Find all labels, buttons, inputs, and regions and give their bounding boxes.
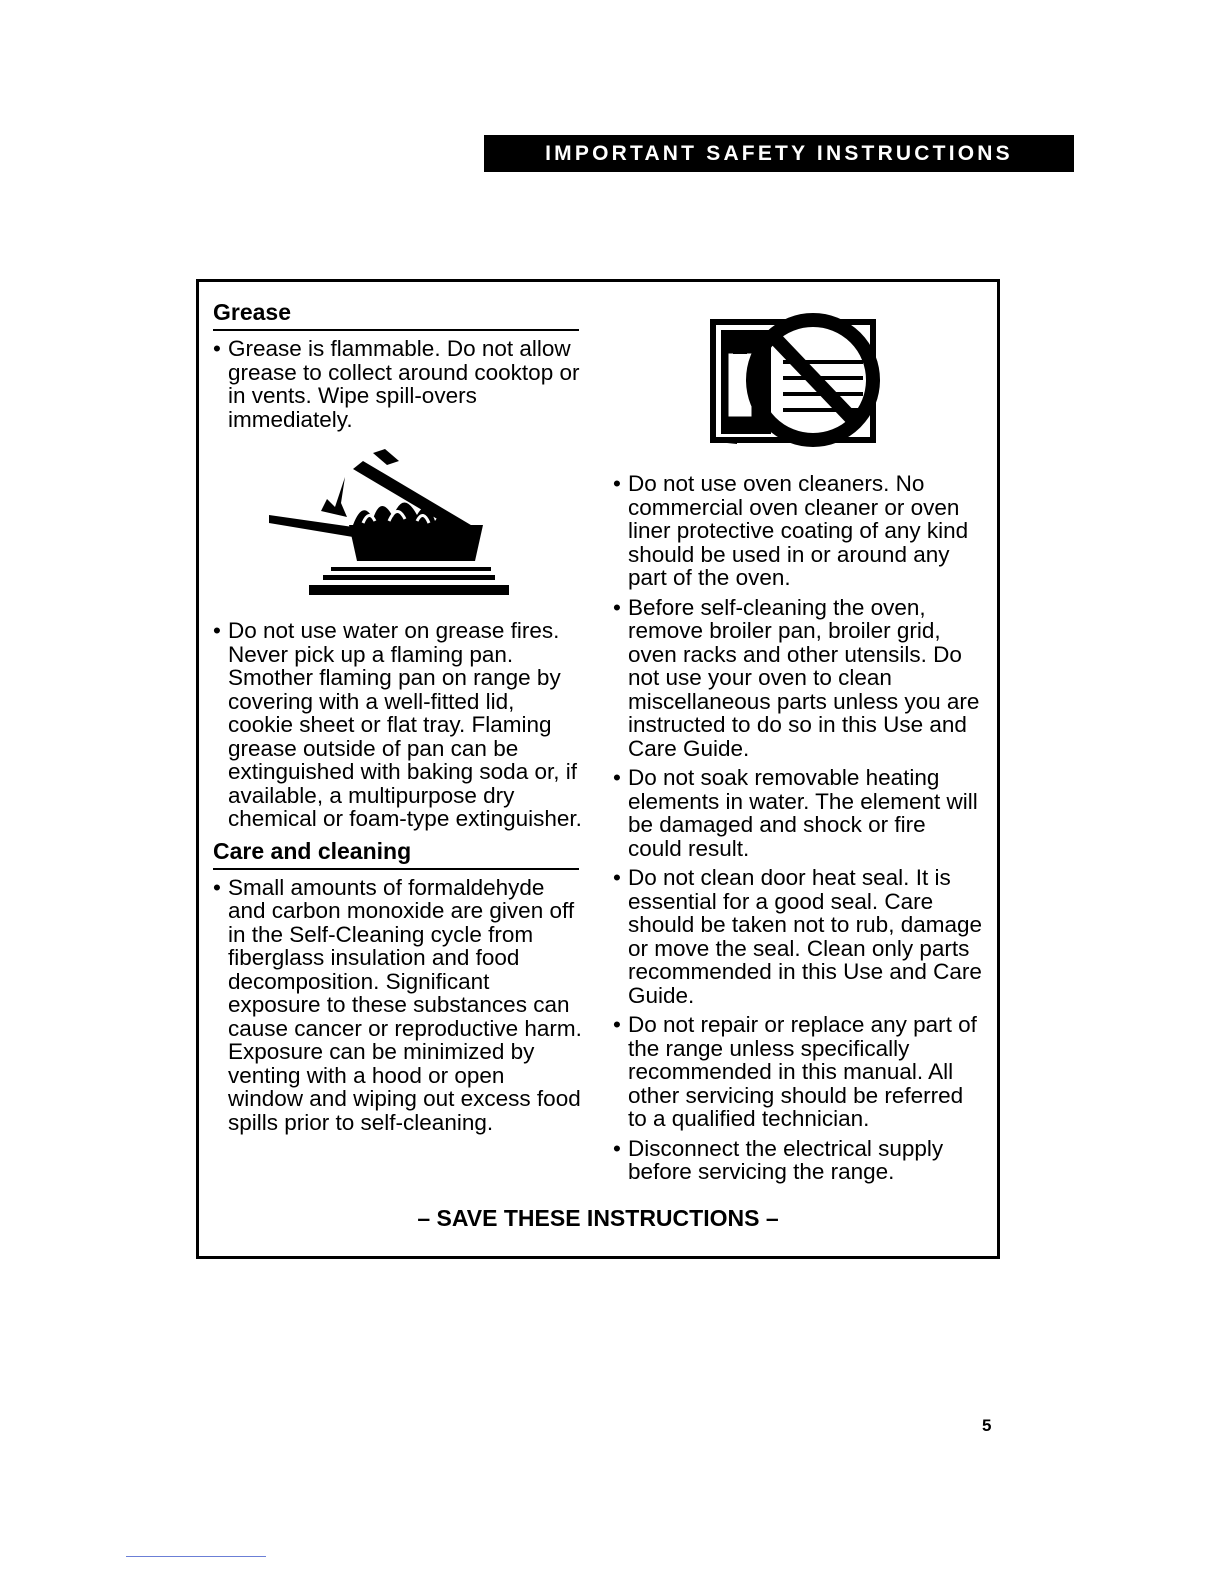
bullet: •	[213, 618, 221, 643]
section-header: IMPORTANT SAFETY INSTRUCTIONS	[484, 135, 1074, 172]
no-oven-cleaner-icon	[613, 292, 983, 462]
page-number: 5	[982, 1416, 992, 1435]
right-column	[613, 298, 983, 1190]
bullet: •	[613, 865, 621, 890]
bullet: •	[213, 336, 221, 361]
bullet: •	[613, 471, 621, 496]
care-heading: Care and cleaning	[213, 837, 579, 870]
oven-item-1: • Do not use oven cleaners. No commercial oven cleaner or oven liner protective coating of any kind should be used in or around any part of the oven.	[613, 471, 969, 590]
safety-box	[196, 279, 1000, 1259]
bullet: •	[213, 874, 221, 900]
oven-item-2: • Before self-cleaning the oven, remove broiler pan, broiler grid, oven racks and other utensils. Do not use your oven to clean miscellaneous parts unless you are instructed to do so in this Use and Care Guide.	[613, 594, 980, 761]
oven-item-3: • Do not soak removable heating elements in water. The element will be damaged and shock or fire could result.	[613, 765, 978, 861]
divider	[126, 1556, 266, 1557]
grease-item-2: • Do not use water on grease fires. Never pick up a flaming pan. Smother flaming pan on range by covering with a well-fitted lid, cookie sheet or flat tray. Flaming grease outside of pan can be extinguished with baking soda or, if available, a multipurpose dry chemical or foam-type extinguisher.	[213, 618, 582, 831]
oven-item-5: • Do not repair or replace any part of the range unless specifically recommended in this manual. All other servicing should be referred to a qualified technician.	[613, 1012, 977, 1131]
oven-item-4: • Do not clean door heat seal. It is essential for a good seal. Care should be taken not to rub, damage or move the seal. Clean only parts recommended in this Use and Care Guide.	[613, 865, 983, 1008]
save-instructions: – SAVE THESE INSTRUCTIONS –	[417, 1205, 779, 1231]
bullet: •	[613, 1135, 621, 1161]
care-item-1: • Small amounts of formaldehyde and carbon monoxide are given off in the Self-Cleaning cycle from fiberglass insulation and food decomposition. Significant exposure to these substances can cause cancer or reproductive harm. Exposure can be minimized by venting with a hood or open window and wiping out excess food spills prior to self-cleaning.	[213, 874, 582, 1135]
bullet: •	[613, 1012, 621, 1037]
flaming-pan-icon	[213, 439, 585, 609]
oven-item-6: • Disconnect the electrical supply before servicing the range.	[613, 1135, 944, 1184]
bullet: •	[613, 765, 621, 790]
left-column	[213, 298, 585, 1140]
grease-item-1: • Grease is flammable. Do not allow grease to collect around cooktop or in vents. Wipe spill-overs immediately.	[213, 336, 580, 432]
bullet: •	[613, 594, 621, 620]
grease-heading: Grease	[213, 298, 579, 331]
